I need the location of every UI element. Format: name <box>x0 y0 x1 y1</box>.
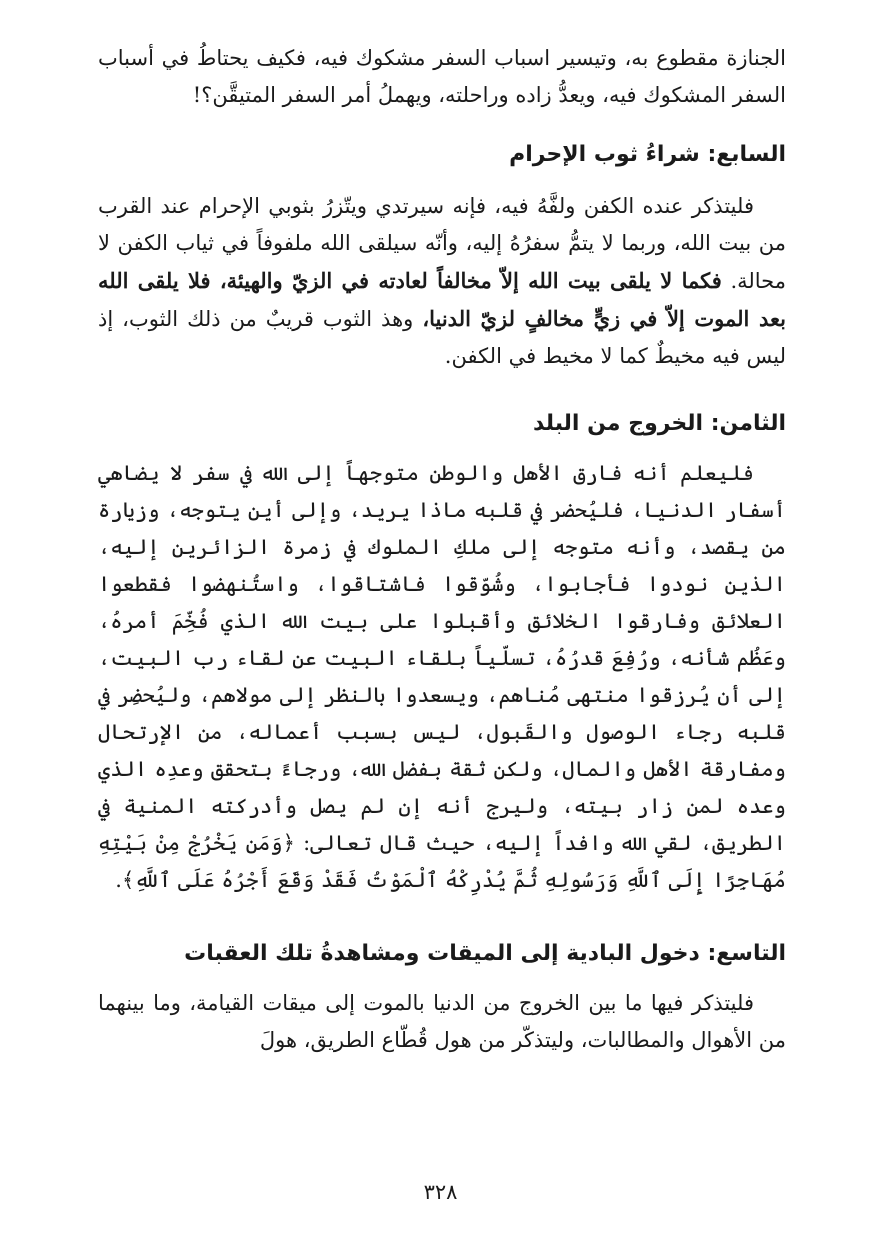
section-heading-eighth: الثامن: الخروج من البلد <box>533 411 786 436</box>
intro-paragraph: الجنازة مقطوع به، وتيسير اسباب السفر مشكوك فيه، فكيف يحتاطُ في أسباب السفر المشكوك فيه، ويعدُّ زاده وراحلته، ويهملُ أمر السفر المتيقَّن؟! <box>98 46 786 107</box>
quran-verse: ﴿وَمَن يَخْرُجْ مِنْ بَيْتِهِ مُهَاجِرًا إِلَى ٱللَّهِ وَرَسُولِهِ ثُمَّ يُدْرِكْهُ ٱلْمَوْتُ فَقَدْ وَقَعَ أَجْرُهُ عَلَى ٱللَّهِ﴾ <box>98 831 786 892</box>
section-seventh-bold-text: فكما لا يلقى بيت الله إلاّ مخالفاً لعادته في الزيّ والهيئة، فلا يلقى الله بعد الموت إلاّ في زيٍّ مخالفٍ لزيّ الدنيا، <box>98 268 786 331</box>
section-seventh-text-a: فليتذكر عنده الكفن ولفَّهُ فيه، فإنه سيرتدي ويتّزرُ بثوبي الإحرام عند القرب من بيت الله، وربما لا يتمُّ سفرُهُ إليه، وأنّه سيلقى الله ملفوفاً في ثياب الكفن لا محالة. <box>98 194 786 293</box>
section-eighth-end: . <box>115 868 122 892</box>
section-ninth-paragraph: فليتذكر فيها ما بين الخروج من الدنيا بالموت إلى ميقات القيامة، وما بينهما من الأهوال والمطالبات، وليتذكّر من هول قُطّاع الطريق، هولَ <box>98 991 786 1052</box>
section-heading-ninth: التاسع: دخول البادية إلى الميقات ومشاهدةُ تلك العقبات <box>184 941 786 966</box>
section-eighth-paragraph <box>98 455 786 899</box>
section-eighth-text: فليعلم أنه فارق الأهل والوطن متوجهاً إلى الله في سفر لا يضاهي أسفار الدنيا، فليُحضر في قلبه ماذا يريد، وإلى أين يتوجه، وزيارة من يقصد، وأنه متوجه إلى ملكِ الملوك في زمرة الزائرين إليه، الذين نودوا فأجابوا، وشُوّقوا فاشتاقوا، واستُنهضوا فقطعوا العلائق وفارقوا الخلائق وأقبلوا على بيت الله الذي فُخِّمَ أمرهُ، وعَظُم شأنه، ورُفِعَ قدرُهُ، تسلّياً بلقاء البيت عن لقاء رب البيت، إلى أن يُرزقوا منتهى مُناهم، ويسعدوا بالنظر إلى مولاهم، وليُحضِر في قلبه رجاء الوصول والقَبول، ليس بسبب أعماله، من الإرتحال ومفارقة الأهل والمال، ولكن ثقة بفضل الله، ورجاءً بتحقق وعدِه الذي وعده لمن زار بيته، وليرج أنه إن لم يصل وأدركته المنية في الطريق، لقي الله وافداً إليه، حيث قال تعالى: <box>98 461 786 855</box>
page-number: ٣٢٨ <box>423 1180 458 1204</box>
page-body <box>98 40 786 1059</box>
section-seventh-paragraph <box>98 188 786 375</box>
section-seventh-text-b: وهذ الثوب قريبٌ من ذلك الثوب، إذ ليس فيه مخيطٌ كما لا مخيط في الكفن. <box>98 307 786 368</box>
section-heading-seventh: السابع: شراءُ ثوب الإحرام <box>509 142 786 167</box>
